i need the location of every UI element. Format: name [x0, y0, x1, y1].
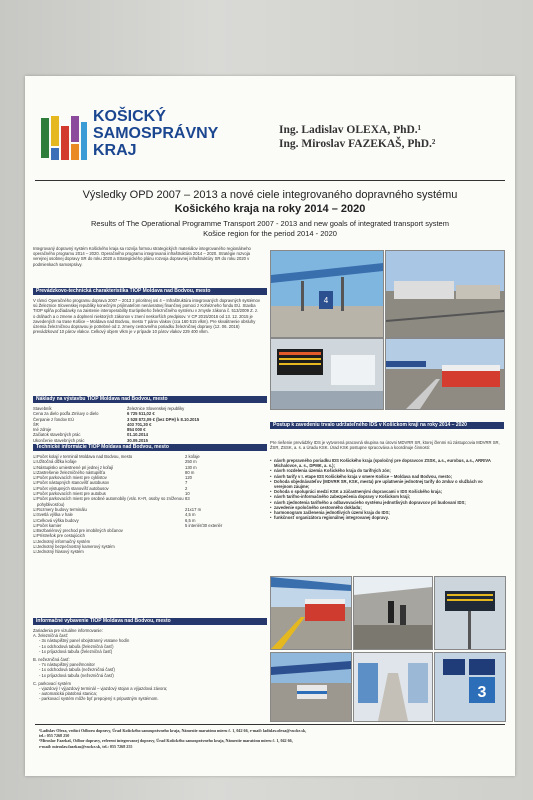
cell-value: Železnice Slovenskej republiky	[127, 406, 185, 411]
title-line-1: Výsledky OPD 2007 – 2013 a nové ciele integrovaného dopravného systému	[82, 189, 458, 201]
passengers-image	[354, 577, 432, 649]
list-item: • návrh zjednotenia tarifného a odbavovacieho systému jednotlivých dopravcov pri budovaní IDS;	[270, 499, 466, 505]
cell-value: 130 m	[185, 464, 197, 470]
logo-wordmark	[93, 108, 218, 159]
list-item: • návrh tarify v I. etape IDS Košického kraja v smere Košice – Moldava nad Bodvou, mesto;	[270, 473, 453, 479]
cell-value: 250 m	[185, 459, 197, 465]
table-row: ☑ Rozmery budovy terminálu 21x17 m	[33, 506, 202, 512]
cell-key: Počet parkovacích miest pre autobus	[37, 491, 106, 497]
cell-key: Čerpanie z fondov EÚ	[33, 416, 74, 422]
cell-key: ŠR	[33, 421, 39, 427]
terminal-hall-image	[354, 653, 432, 721]
list-item: - 1x príjazdová tabuľa (železničná časť)	[39, 648, 113, 654]
cell-key: Počet kolají v terminál Moldava nad Bodvou, mesto	[37, 454, 133, 459]
cell-key: Počet parkovacích miest pre cyklistov	[37, 475, 107, 481]
authors	[279, 123, 435, 151]
list-item: A. železničná časť:	[33, 633, 69, 639]
platform-sign-number: 4	[323, 296, 329, 305]
table-row: ☑ Jednotný bezpečnostný kamerový systém	[33, 544, 265, 549]
cell-value: 2 koľaje	[185, 454, 200, 459]
table-row: ☑ Počet parkovacích miest pre autobus 10	[33, 491, 190, 497]
bus-station-image	[271, 653, 351, 721]
list-item: - 1x odchodová tabuľa (železničná časť)	[39, 643, 114, 649]
station-building-image	[386, 251, 504, 337]
cell-value: 403 701,30 €	[127, 421, 152, 427]
table-row: ☑ Jednotný informačný systém	[33, 539, 265, 544]
cell-key: Prístrešok pre cestujúcich	[37, 533, 85, 539]
cell-value: 21x17 m	[185, 506, 202, 512]
table-row: ☑ Počet kamier 5 interiér/30 exteriér	[33, 522, 223, 528]
title-english	[35, 219, 505, 239]
title-slovak	[35, 188, 505, 216]
photo-interior-display	[270, 338, 384, 410]
tech-info-table	[33, 454, 265, 555]
cell-value: 83	[185, 496, 190, 502]
footer-line: e-mail: miroslav.fazekas@vucke.sk, tel.: 055 7268 255	[39, 743, 133, 749]
list-item: - 1x odchodová tabuľa (nežezničná časť)	[39, 667, 115, 673]
title-line-2: Košického kraja na roky 2014 – 2020	[174, 203, 366, 215]
cell-key: Začiatok stavebných prác	[33, 432, 81, 438]
table-row	[33, 438, 263, 443]
list-item: - 1x príjazdová tabuľa (nežezničná časť)	[39, 672, 114, 678]
author-1: Ing. Ladislav OLEXA, PhD.¹	[279, 124, 422, 136]
list-item: • návrh prepravného poriadku IDS Košického kraja (spoločný pre dopravcov ZSSK, a.s., eurobus, a.s., ARRIVA Michalovce, a. s., DPMK, a. s.);	[270, 458, 491, 469]
cell-value: 854 000 €	[127, 427, 146, 433]
section-4-list	[33, 628, 265, 702]
cell-key: Iné zdroje	[33, 427, 52, 433]
cell-key: Jednotný hlasový systém	[37, 549, 84, 555]
table-row: ☑ Celková výška budovy 6,5 m	[33, 517, 196, 523]
list-item: - 7x nástupištný panel/monitor	[39, 662, 95, 668]
list-item: - vjazdový / výjazdový terminál – vjazdový stojan a výjazdová závora;	[39, 686, 168, 692]
cell-key: Jednotný bezpečnostný kamerový systém	[37, 544, 115, 550]
photo-platform-train	[270, 576, 352, 650]
cell-value: 2	[185, 485, 188, 491]
list-item: - 3x nástupištný panel obojstranný vratane hodín	[39, 638, 130, 644]
section-2-header: Náklady na výstavbu TIOP Moldava nad Bodvou, mesto	[33, 396, 267, 403]
logo-line-2: SAMOSPRÁVNY	[93, 125, 219, 142]
title-en-line-1: Results of The Operational Programme Transport 2007 - 2013 and new goals of integrated transport system	[91, 219, 449, 228]
photo-info-board	[434, 576, 506, 650]
cell-value: 5 interiér/30 exteriér	[185, 522, 223, 528]
train-image	[386, 339, 504, 409]
title-en-line-2: Košice region for the period 2014 - 2020	[203, 229, 337, 238]
footer-divider	[35, 724, 505, 725]
cell-key: Užitočná dĺžka koľaje	[37, 459, 77, 465]
photo-passengers	[353, 576, 433, 650]
section-3-header: Technické informácie TIOP Moldava nad Bodvou, mesto	[33, 444, 267, 451]
logo-line-1: KOŠICKÝ	[93, 108, 166, 125]
poster	[25, 76, 515, 776]
cell-key: Jednotný informačný systém	[37, 538, 91, 544]
cell-value: 3 528 872,09 € (bez DPH) k 8.10.2015	[127, 416, 200, 422]
list-item: • návrh rozdelenia územia Košického kraja do tarifných zón;	[270, 468, 391, 474]
photo-terminal-hall	[353, 652, 433, 722]
photo-platform-sign	[434, 652, 506, 722]
table-row: ☑ Nástupisko umiestnené pri jednej z koľají 130 m	[33, 464, 197, 470]
cell-key: Počet kamier	[37, 522, 62, 528]
table-row: ☑ Zastrešenie železničného nástupišťa 80 m	[33, 469, 195, 475]
cell-key: Celková výška budovy	[37, 517, 79, 523]
cell-value: 120	[185, 475, 192, 481]
footer-line: tel.: 055 7268 250	[39, 733, 70, 739]
footer-line: ²Miroslav Fazekaš, Odbor dopravy, referent integrovanej dopravy, Úrad Košického samosprávneho kraja, Námestie maratónu mieru č. 1, 042 66,	[39, 738, 293, 744]
list-item: Zariadenia pre vizuálne informovanie:	[33, 628, 103, 633]
cell-key: Počet parkovacích miest pre osobné automobily (vrát. K+R, osoby so zníženou pohyblivosťou)	[37, 496, 184, 507]
table-row: ☑ Užitočná dĺžka koľaje 250 m	[33, 459, 197, 465]
cell-key: Nástupisko umiestnené pri jednej z koľají	[37, 464, 114, 470]
cell-value: 01.10.2014	[127, 432, 148, 438]
cell-key: Stavebník	[33, 406, 52, 411]
section-1-text: V rámci Operačného programu doprava 2007 – 2013 z prioritnej osi 4 – Infraštruktúra integrovaných dopravných systémov sú Železnice Slovenskej republiky konečným prijímateľom nenávratnej finančnej pomoci z Kohézneho fondu EÚ. Stavba TIOP spĺňa požiadavky na zaistenie interoperability Európskeho železničného systému v zmysle zákona č. 513/2009 Z. z. o dráhach a o zmene a doplnení niektorých zákonov v znení neskorších predpisov. V CP 2015/2016 od 13. 12. 2015 je zavedených na trase Košice – Moldava nad Bodvou, mesto 7 párov vlakov (cca 160 515 vlkm). Pre skvalitnenie obsluhy územia železničnou dopravou je potrebné od 2. zmeny cestovného poriadku železničnej dopravy (12. 06. 2016) prevádzkovať 10 párov vlakov. Celkový objem vlkm je v prípade 10 párov vlakov 229 400 vlkm.	[33, 298, 260, 335]
cell-value: 80 m	[185, 469, 195, 475]
table-row: ☑ Počet výstupných stanovíšť autobusov 2	[33, 485, 188, 491]
section-5-list	[270, 458, 502, 520]
table-row: ☑ Počet parkovacích miest pre cyklistov 120	[33, 475, 192, 481]
header-divider	[35, 180, 505, 181]
photo-bus-station	[270, 652, 352, 722]
table-row: ☑ Jednotný hlasový systém	[33, 549, 265, 554]
section-4-header: Informačné vybavenie TIOP Moldava nad Bodvou, mesto	[33, 618, 267, 625]
footer-contacts	[39, 728, 459, 749]
intro-text: Integrovaný dopravný systém Košického kraja sa rozvíja formou strategických materiálov integrovaného regionálneho operačného programu 2014 – 2020. Operačného programu integrovaná infraštruktúra 2014 – 2020. Stratégie rozvoja verejnej osobnej dopravy SR do roku 2020 a Strategického plánu rozvoja dopravnej infraštruktúry SR do roku 2020 v podmienkach samosprávy.	[33, 246, 251, 267]
table-row: ☑ Počet kolají v terminál Moldava nad Bodvou, mesto 2 koľaje	[33, 454, 200, 459]
cell-key: Cena za dielo podľa Zmluvy o dielo	[33, 411, 99, 417]
platform-sign-image	[435, 653, 505, 721]
cell-key: Počet výstupných stanovíšť autobusov	[37, 485, 109, 491]
photo-platform-canopy	[270, 250, 384, 338]
cell-value: 7	[185, 480, 188, 486]
cell-key: Rozmery budovy terminálu	[37, 506, 87, 512]
photo-train-platform	[385, 338, 505, 410]
logo-line-3: KRAJ	[93, 142, 137, 159]
table-row: ☑ Bezbariérový prechod pre imobilných občanov	[33, 528, 265, 533]
list-item: • funkčnosť organizátora regionálnej integrovanej dopravy.	[270, 515, 389, 521]
list-item: B. nežezničná časť:	[33, 657, 70, 663]
cell-key: Ukončenie stavebných prác	[33, 437, 85, 443]
author-2: Ing. Miroslav FAZEKAŠ, PhD.²	[279, 138, 436, 150]
interior-board-image	[271, 339, 383, 409]
table-row: ☑ Prístrešok pre cestujúcich	[33, 533, 265, 538]
photo-station-exterior	[385, 250, 505, 338]
list-item: • návrh tarifno-informačného zabezpečenia dopravy v Košickom kraji;	[270, 494, 411, 500]
cell-value: 30.09.2015	[127, 437, 148, 443]
section-5-intro: Pre riešenie prevádzky IDS je vytvorená pracovná skupina na úrovni MDVRR SR, ktorej členmi sú zástupcovia MDVRR SR, ŽSR, ZSSK, a. s. a Úradu KSK. Úrad KSK postupne spracováva a koordinuje činnosti:	[270, 440, 500, 451]
cell-key: Svetlá výška v hale	[37, 512, 73, 518]
cell-value: 4,5 m	[185, 512, 196, 518]
ksk-logo-icon	[39, 112, 89, 164]
list-item: - automatická platobná stanica;	[39, 691, 97, 697]
list-item: • zavedenie spoločného cestovného dokladu;	[270, 504, 362, 510]
list-item: • Dohoda o spolupráci medzi KSK a zúčastnenými dopravcami v IDS Košického kraja;	[270, 489, 443, 495]
cell-key: Počet nástupných stanovíšť autobusov	[37, 480, 110, 486]
list-item: • Dohoda objednávateľov (MDVRR SR, KSK, mesta) pre uplatnenie jednotnej tarify do zmluv o službách vo verejnom záujme;	[270, 478, 483, 490]
cell-value: 10	[185, 491, 190, 497]
section-1-header: Prevádzkovo-technická charakteristika TIOP Moldava nad Bodvou, mesto	[33, 288, 267, 295]
footer-line: ¹Ladislav Olexa, vedúci Odboru dopravy, Úrad Košického samosprávneho kraja, Námestie maratónu mieru č. 1, 042 66, e-mail: ladislav.olexa@vucke.sk,	[39, 728, 307, 733]
cell-key: Zastrešenie železničného nástupišťa	[37, 469, 106, 475]
list-item: • harmonogram začlenenia jednotlivých území kraja do IDS;	[270, 510, 390, 516]
section-5-header: Postup k zavedeniu trvalo udržateľného IDS v Košickom kraji na roky 2014 – 2020	[270, 422, 504, 429]
cell-value: 6 725 511,02 €	[127, 411, 155, 417]
list-item: C. parkovací systém	[33, 680, 71, 686]
platform-train-image	[271, 577, 351, 649]
table-row: ☑ Počet nástupných stanovíšť autobusov 7	[33, 480, 188, 486]
cell-key: Bezbariérový prechod pre imobilných občanov	[37, 528, 123, 534]
info-board-image	[435, 577, 505, 649]
list-item: - parkovací systém môže byť prepojený s pripustným systémom.	[39, 696, 159, 702]
table-row: ☑ Svetlá výška v hale 4,5 m	[33, 512, 196, 518]
table-row: ☑ Počet parkovacích miest pre osobné automobily (vrát. K+R, osoby so zníženou pohyblivosťou) 83	[33, 496, 190, 507]
cell-value: 6,5 m	[185, 517, 196, 523]
station-canopy-image	[271, 251, 383, 337]
platform-number-3: 3	[477, 684, 487, 701]
costs-table	[33, 406, 263, 443]
